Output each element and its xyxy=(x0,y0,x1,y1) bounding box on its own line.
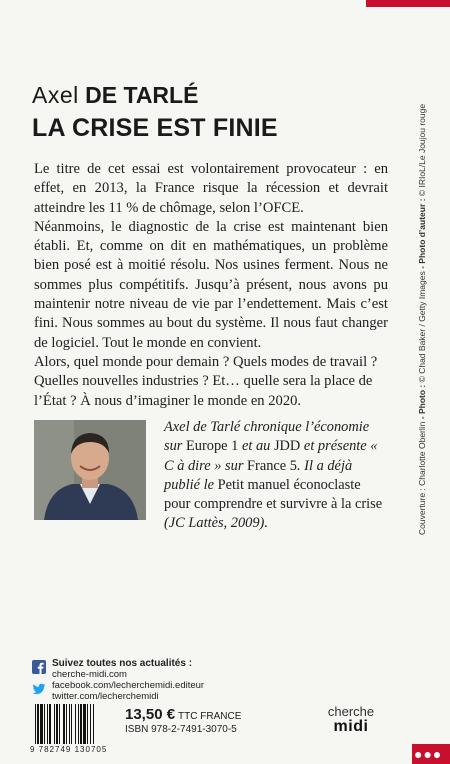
barcode-bar xyxy=(90,704,91,744)
price-ttc: TTC FRANCE xyxy=(178,711,242,722)
barcode-bar xyxy=(40,704,43,744)
bio-text-1: Axel de Tarlé chronique l’économie sur xyxy=(164,419,370,455)
barcode-bar xyxy=(37,704,39,744)
author-first-name: Axel xyxy=(32,82,79,108)
synopsis xyxy=(34,160,388,411)
follow-heading: Suivez toutes nos actualités : xyxy=(52,658,193,669)
barcode-bar xyxy=(44,704,45,744)
bio-text-5: et présente « xyxy=(300,438,378,455)
credit-label-1: Couverture : xyxy=(417,485,427,535)
barcode-digits: 9 782749 130705 xyxy=(30,745,108,754)
barcode-bar xyxy=(87,704,88,744)
barcode-bar xyxy=(47,704,48,744)
twitter-link[interactable]: twitter.com/lecherchemidi xyxy=(52,691,159,702)
synopsis-paragraph-3: Alors, quel monde pour demain ? Quels modes de travail ? Quelles nouvelles industries ? Et… quelle sera la place de l’État ? À nous d’imaginer le monde en 2020. xyxy=(34,353,378,409)
author-bio xyxy=(164,418,389,534)
cover-credits xyxy=(417,103,431,549)
twitter-icon[interactable] xyxy=(32,682,46,696)
bio-text-8: France 5 xyxy=(247,457,297,474)
website-link[interactable]: cherche-midi.com xyxy=(52,669,127,680)
barcode-bar xyxy=(35,704,36,744)
barcode-bar xyxy=(80,704,82,744)
bio-text-2: Europe 1 xyxy=(186,438,239,455)
author-photo xyxy=(34,420,146,520)
barcode-bar xyxy=(69,704,70,744)
synopsis-paragraph-2: Néanmoins, le diagnostic de la crise est maintenant bien établi. Et, comme on dit en mathématiques, un problème bien posé est à moitié résolu. Nos usines ferment. Nous ne sommes plus compétitifs. Jusqu’à présent, nous avons pu maintenir notre niveau de vie par l’endettement. Mais c’est fini. Nous sommes au bout du système. Il nous faut changer de logiciel. Tout le monde en convient. xyxy=(34,218,388,351)
barcode-bar xyxy=(83,704,86,744)
credit-label-3: - Photo d’auteur : xyxy=(417,196,427,272)
dots-icon: ●●● xyxy=(414,746,443,762)
author-last-name: DE TARLÉ xyxy=(85,82,199,108)
credit-value-3: © IRIoL/Le Joujou rouge xyxy=(417,103,427,197)
barcode-bar xyxy=(75,704,76,744)
price xyxy=(125,706,241,724)
bio-text-6: C à dire xyxy=(164,457,211,474)
barcode-bar xyxy=(59,704,60,744)
top-red-band xyxy=(366,0,450,7)
bottom-red-corner xyxy=(412,744,450,764)
author-name xyxy=(32,82,198,109)
bio-text-11: (JC Lattès, 2009). xyxy=(164,515,268,532)
bio-text-9: . Il a déjà publié le xyxy=(164,457,353,493)
isbn: ISBN 978-2-7491-3070-5 xyxy=(125,724,237,735)
facebook-link[interactable]: facebook.com/lecherchemidi.editeur xyxy=(52,680,205,691)
price-amount: 13,50 € xyxy=(125,706,176,723)
barcode xyxy=(34,704,118,744)
credit-value-1: Charlotte Oberlin xyxy=(417,421,427,486)
barcode-bar xyxy=(66,704,67,744)
bio-text-7: » sur xyxy=(210,457,248,474)
bio-text-10: Petit manuel éconoclaste pour comprendre et survivre à la crise xyxy=(164,476,383,513)
bio-text-4: JDD xyxy=(273,438,301,455)
logo-bottom-text: midi xyxy=(333,718,369,735)
barcode-bar xyxy=(56,704,58,744)
publisher-logo xyxy=(326,705,376,735)
credit-value-2: © Chad Baker / Getty Images xyxy=(417,271,427,383)
barcode-bar xyxy=(78,704,79,744)
barcode-bar xyxy=(93,704,94,744)
logo-top-text: cherche xyxy=(327,704,375,719)
bio-text-3: et au xyxy=(238,438,274,455)
book-title: LA CRISE EST FINIE xyxy=(32,114,278,142)
barcode-bar xyxy=(71,704,72,744)
facebook-icon[interactable] xyxy=(32,660,46,674)
synopsis-paragraph-1: Le titre de cet essai est volontairement provocateur : en effet, en 2013, la France risque la récession et devrait atteindre les 11 % de chômage, selon l’OFCE. xyxy=(34,161,388,216)
credit-label-2: - Photo : xyxy=(417,382,427,422)
barcode-bar xyxy=(49,704,51,744)
barcode-bar xyxy=(54,704,55,744)
barcode-bar xyxy=(63,704,65,744)
